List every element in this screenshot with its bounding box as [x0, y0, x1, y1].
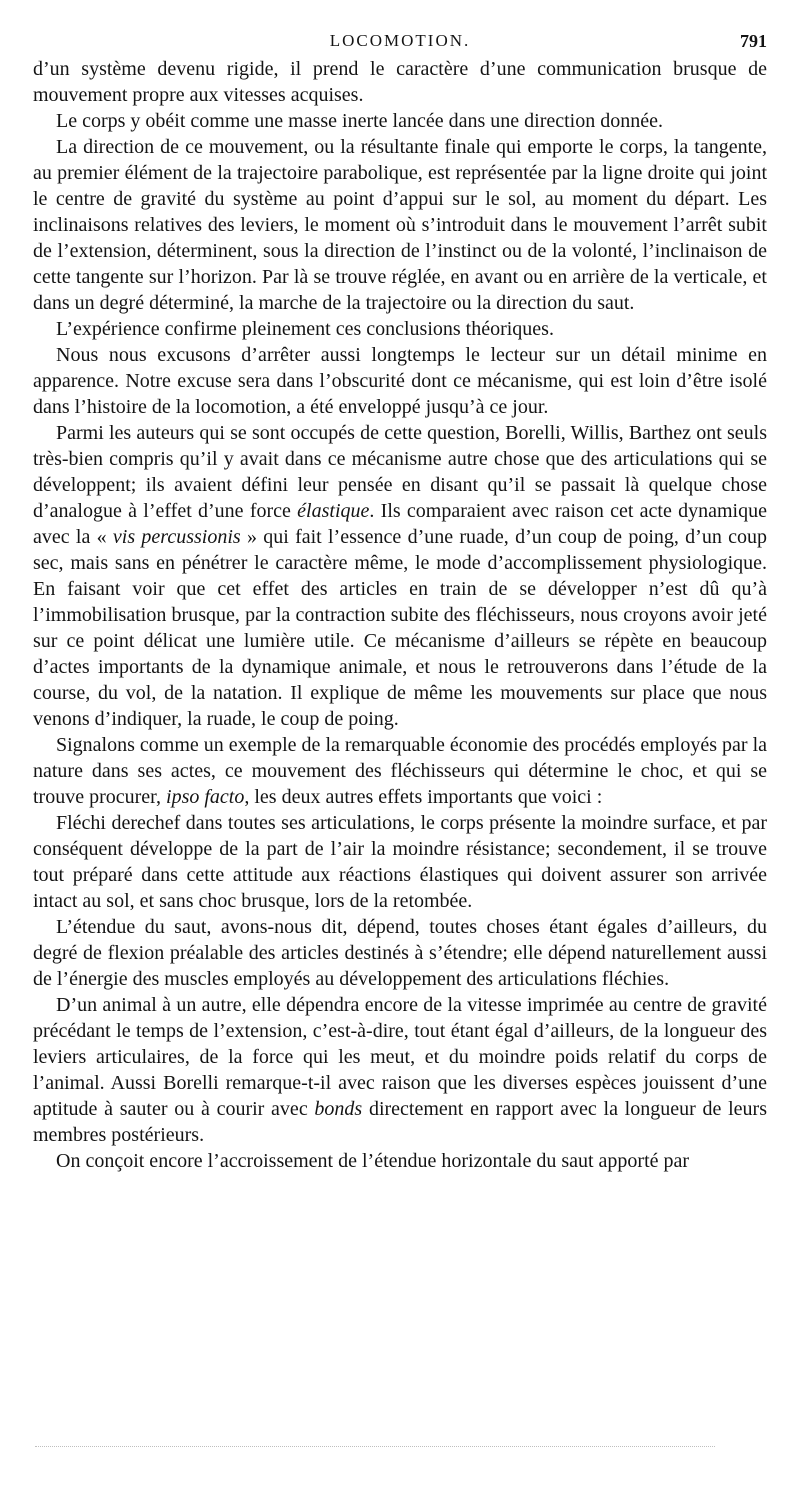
page-number: 791	[740, 31, 767, 51]
paragraph-animal: D’un animal à un autre, elle dépendra encore de la vitesse imprimée au centre de gravité précédant le temps de l’extension, c’est-à-dire, tout étant égal d’ailleurs, de la longueur des leviers articulaires, de la force qui les meut, et du moindre poids relatif du corps de l’animal. Aussi Borelli remarque-t-il avec raison que les diverses espèces jouissent d’une aptitude à sauter ou à courir avec bonds directement en rapport avec la longueur de leurs membres postérieurs.	[33, 994, 767, 1146]
italic-term: ipso facto	[166, 786, 245, 808]
italic-term: élastique	[297, 500, 370, 522]
italic-term: bonds	[314, 1098, 363, 1120]
paragraph-excuse: Nous nous excusons d’arrêter aussi longtemps le lecteur sur un détail minime en apparence. Notre excuse sera dans l’obscurité dont ce mécanisme, qui est loin d’être isolé dans l’histoire de la locomotion, a été enveloppé jusqu’à ce jour.	[33, 344, 767, 418]
paragraph-inert-mass: Le corps y obéit comme une masse inerte lancée dans une direction donnée.	[56, 110, 663, 132]
running-title: LOCOMOTION.	[329, 31, 471, 50]
paragraph-continuation: d’un système devenu rigide, il prend le caractère d’une communication brusque de mouvement propre aux vitesses acquises.	[33, 58, 767, 106]
paragraph-direction: La direction de ce mouvement, ou la résultante finale qui emporte le corps, la tangente, au premier élément de la trajectoire parabolique, est représentée par la ligne droite qui joint le centre de gravité du système au point d’appui sur le sol, au moment du départ. Les inclinaisons relatives des leviers, le moment où s’introduit dans le mouvement l’arrêt subit de l’extension, déterminent, sous la direction de l’instinct ou de la volonté, l’inclinaison de cette tangente sur l’horizon. Par là se trouve réglée, en avant ou en arrière de la verticale, et dans un degré déterminé, la marche de la trajectoire ou la direction du saut.	[33, 136, 767, 314]
paragraph-authors: Parmi les auteurs qui se sont occupés de cette question, Borelli, Willis, Barthez ont seuls très-bien compris qu’il y avait dans ce mécanisme autre chose que des articulations qui se développent; ils avaient défini leur pensée en disant qu’il se passait là quelque chose d’analogue à l’effet d’une force élastique. Ils comparaient avec raison cet acte dynamique avec la « vis percussionis » qui fait l’essence d’une ruade, d’un coup de poing, d’un coup sec, mais sans en pénétrer le caractère même, le mode d’accomplissement physiologique. En faisant voir que cet effet des articles en train de se développer n’est dû qu’à l’immobilisation brusque, par la contraction subite des fléchisseurs, nous croyons avoir jeté sur ce point délicat une lumière utile. Ce mécanisme d’ailleurs se répète en beaucoup d’actes importants de la dynamique animale, et nous le retrouverons dans l’étude de la course, du vol, de la natation. Il explique de même les mouvements sur place que nous venons d’indiquer, la ruade, le coup de poing.	[33, 422, 767, 730]
page-header	[33, 26, 767, 56]
paragraph-flexed: Fléchi derechef dans toutes ses articulations, le corps présente la moindre surface, et par conséquent développe de la part de l’air la moindre résistance; secondement, il se trouve tout préparé dans cette attitude aux réactions élastiques qui doivent assurer son arrivée intact au sol, et sans choc brusque, lors de la retombée.	[33, 812, 767, 912]
italic-term: vis percussionis	[112, 526, 241, 548]
paragraph-final: On conçoit encore l’accroissement de l’étendue horizontale du saut apporté par	[56, 1150, 690, 1172]
paragraph-extent: L’étendue du saut, avons-nous dit, dépend, toutes choses étant égales d’ailleurs, du degré de flexion préalable des articles destinés à s’étendre; elle dépend naturellement aussi de l’énergie des muscles employés au développement des articulations fléchies.	[33, 916, 767, 990]
book-page	[33, 26, 767, 1174]
paragraph-economy: Signalons comme un exemple de la remarquable économie des procédés employés par la nature dans ses actes, ce mouvement des fléchisseurs qui détermine le choc, et qui se trouve procurer, ipso facto, les deux autres effets importants que voici :	[33, 734, 767, 808]
bottom-divider	[35, 1446, 715, 1447]
paragraph-experience: L’expérience confirme pleinement ces conclusions théoriques.	[56, 318, 554, 340]
